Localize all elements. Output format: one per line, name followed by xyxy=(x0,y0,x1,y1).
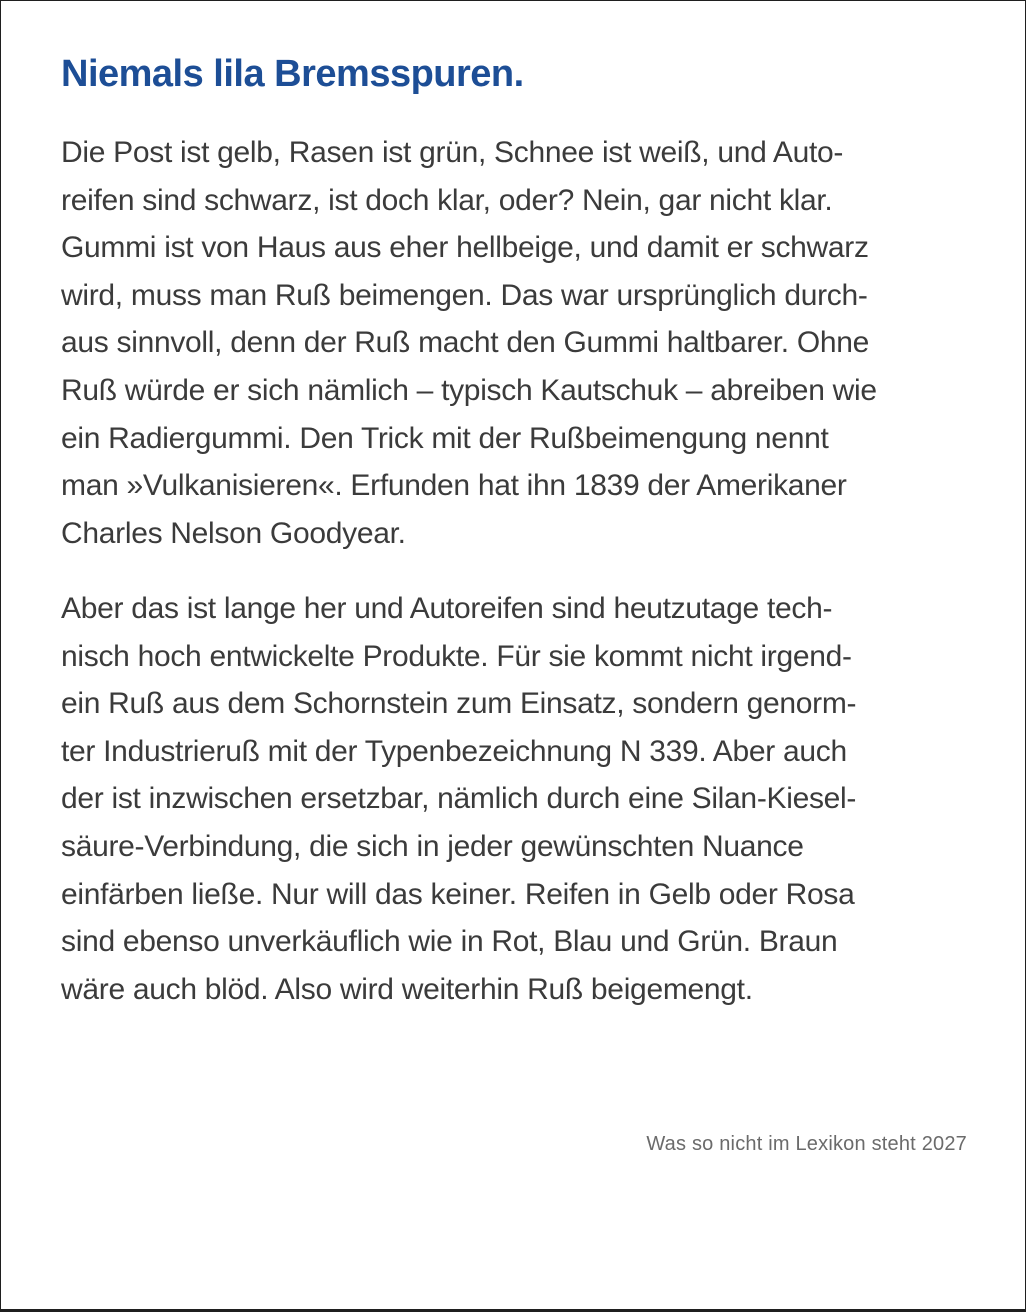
text-line: ein Radiergummi. Den Trick mit der Rußbeimengung nennt xyxy=(61,421,829,455)
text-line: ter Industrieruß mit der Typenbezeichnung N 339. Aber auch xyxy=(61,734,847,768)
text-line: sind ebenso unverkäuflich wie in Rot, Blau und Grün. Braun xyxy=(61,925,838,959)
page-title: Niemals lila Bremsspuren. xyxy=(61,53,524,95)
text-line: Charles Nelson Goodyear. xyxy=(61,516,406,550)
text-line: Ruß würde er sich nämlich – typisch Kautschuk – abreiben wie xyxy=(61,373,877,407)
text-line: einfärben ließe. Nur will das keiner. Reifen in Gelb oder Rosa xyxy=(61,877,855,911)
text-line: wird, muss man Ruß beimengen. Das war ursprünglich durch- xyxy=(61,278,868,312)
text-line: ein Ruß aus dem Schornstein zum Einsatz, sondern genorm- xyxy=(61,687,857,721)
text-line: Aber das ist lange her und Autoreifen sind heutzutage tech- xyxy=(61,592,833,625)
text-line: Die Post ist gelb, Rasen ist grün, Schnee ist weiß, und Auto- xyxy=(61,136,844,169)
footer-caption: Was so nicht im Lexikon steht 2027 xyxy=(646,1133,967,1155)
text-line: säure-Verbindung, die sich in jeder gewünschten Nuance xyxy=(61,829,804,863)
text-line: der ist inzwischen ersetzbar, nämlich durch eine Silan-Kiesel- xyxy=(61,782,857,816)
text-line: nisch hoch entwickelte Produkte. Für sie kommt nicht irgend- xyxy=(61,639,852,673)
text-line: reifen sind schwarz, ist doch klar, oder? Nein, gar nicht klar. xyxy=(61,183,833,217)
body-paragraph-2 xyxy=(61,585,971,1013)
text-line: aus sinnvoll, denn der Ruß macht den Gummi haltbarer. Ohne xyxy=(61,326,870,360)
text-line: man »Vulkanisieren«. Erfunden hat ihn 1839 der Amerikaner xyxy=(61,469,847,503)
body-paragraph-1 xyxy=(61,129,971,557)
text-line: wäre auch blöd. Also wird weiterhin Ruß beigemengt. xyxy=(61,972,753,1006)
text-line: Gummi ist von Haus aus eher hellbeige, und damit er schwarz xyxy=(61,231,869,265)
